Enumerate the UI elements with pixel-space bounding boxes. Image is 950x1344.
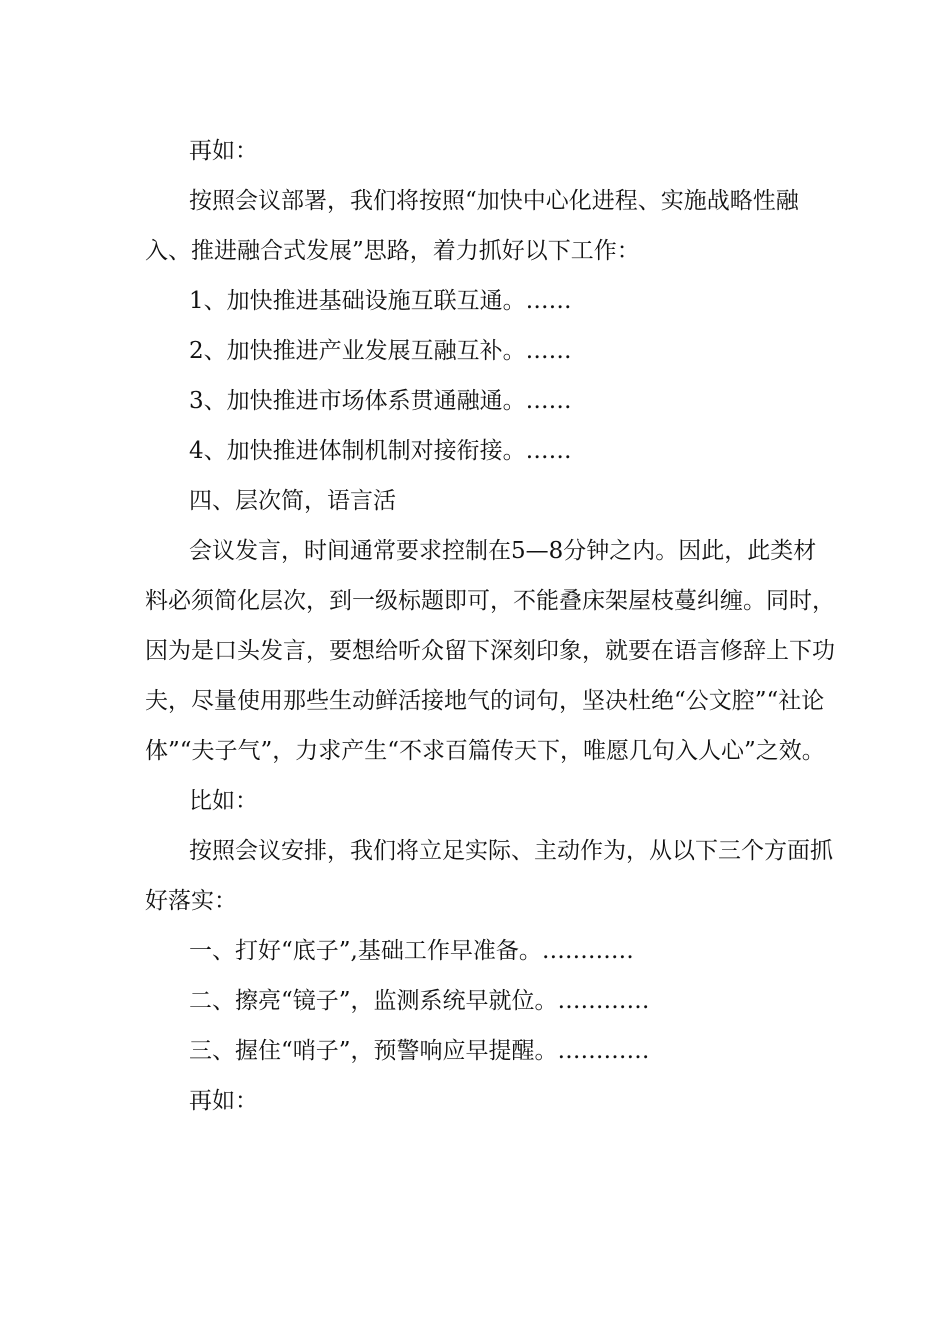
list-item-3: 3、加快推进市场体系贯通融通。…… xyxy=(189,388,572,414)
paragraph-speech-guidance: 会议发言，时间通常要求控制在5—8分钟之内。因此，此类材料必须简化层次，到一级标题即可，不能叠床架屋枝蔓纠缠。同时，因为是口头发言，要想给听众留下深刻印象，就要在语言修辞上下功夫，尽量使用那些生动鲜活接地气的词句，坚决杜绝“公文腔”“社论体”“夫子气”，力求产生“不求百篇传天下，唯愿几句入人心”之效。 xyxy=(145,538,835,764)
paragraph-meeting-arrangement: 按照会议安排，我们将立足实际、主动作为，从以下三个方面抓好落实： xyxy=(145,838,833,914)
paragraph-lead-zairu: 再如： xyxy=(189,138,258,164)
list-item-4: 4、加快推进体制机制对接衔接。…… xyxy=(189,438,572,464)
list-item-three: 三、握住“哨子”，预警响应早提醒。………… xyxy=(189,1038,650,1064)
document-body xyxy=(145,126,835,1126)
list-item-2: 2、加快推进产业发展互融互补。…… xyxy=(189,338,572,364)
paragraph-lead-biru: 比如： xyxy=(189,788,258,814)
paragraph-lead-zairu-end: 再如： xyxy=(189,1088,258,1114)
list-item-1: 1、加快推进基础设施互联互通。…… xyxy=(189,288,572,314)
section-heading-four: 四、层次简，语言活 xyxy=(189,488,396,514)
list-item-one: 一、打好“底子”,基础工作早准备。………… xyxy=(189,938,634,964)
list-item-two: 二、擦亮“镜子”，监测系统早就位。………… xyxy=(189,988,650,1014)
paragraph-meeting-deployment: 按照会议部署，我们将按照“加快中心化进程、实施战略性融入、推进融合式发展”思路，着力抓好以下工作： xyxy=(145,188,799,264)
